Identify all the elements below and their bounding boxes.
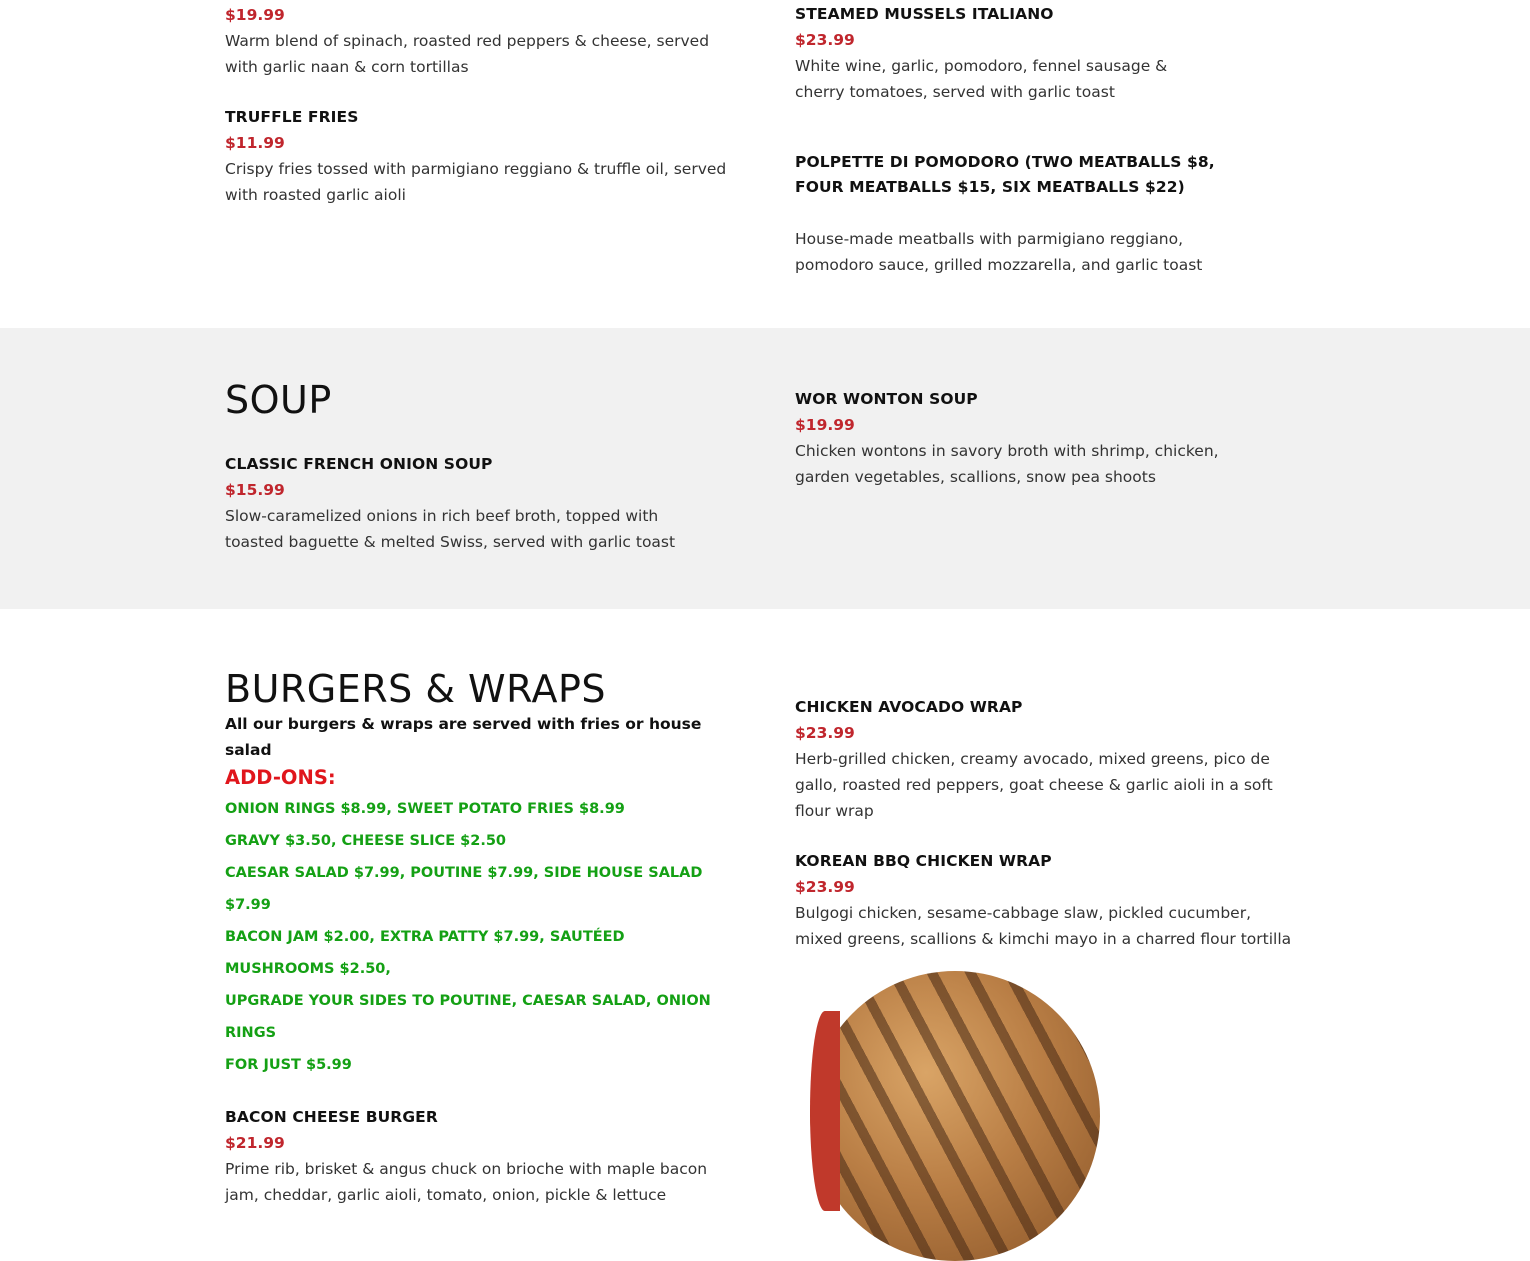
item-price: $11.99: [225, 134, 285, 152]
addon-line: UPGRADE YOUR SIDES TO POUTINE, CAESAR SALAD, ONION RINGS: [225, 993, 711, 1041]
item-price: $19.99: [795, 416, 855, 434]
item-price: $19.99: [225, 6, 285, 24]
addon-line: GRAVY $3.50, CHEESE SLICE $2.50: [225, 833, 507, 849]
addons-title: ADD-ONS:: [225, 766, 336, 789]
addon-line: BACON JAM $2.00, EXTRA PATTY $7.99, SAUTÉED MUSHROOMS $2.50,: [225, 929, 625, 977]
menu-item: [225, 105, 735, 208]
menu-item: [795, 387, 1295, 490]
menu-item: [795, 2, 1265, 105]
addon-line: CAESAR SALAD $7.99, POUTINE $7.99, SIDE HOUSE SALAD $7.99: [225, 865, 703, 913]
item-price: $23.99: [795, 878, 855, 896]
item-price: $21.99: [225, 1134, 285, 1152]
item-name: POLPETTE DI POMODORO (TWO MEATBALLS $8, FOUR MEATBALLS $15, SIX MEATBALLS $22): [795, 153, 1215, 196]
item-description: Crispy fries tossed with parmigiano reggiano & truffle oil, served with roasted garlic aioli: [225, 160, 727, 204]
appetizers-right-column: [795, 2, 1265, 278]
soup-left-column: [225, 378, 735, 555]
appetizers-left-column: [225, 2, 735, 208]
item-name: TRUFFLE FRIES: [225, 108, 359, 126]
menu-item: [225, 1105, 735, 1208]
item-description: Chicken wontons in savory broth with shrimp, chicken, garden vegetables, scallions, snow pea shoots: [795, 442, 1219, 486]
soup-section: [0, 328, 1530, 609]
item-description: Herb-grilled chicken, creamy avocado, mixed greens, pico de gallo, roasted red peppers, goat cheese & garlic aioli in a soft flour wrap: [795, 750, 1273, 820]
item-description: House-made meatballs with parmigiano reggiano, pomodoro sauce, grilled mozzarella, and garlic toast: [795, 230, 1203, 274]
item-description: Bulgogi chicken, sesame-cabbage slaw, pickled cucumber, mixed greens, scallions & kimchi mayo in a charred flour tortilla: [795, 904, 1292, 948]
section-title: BURGERS & WRAPS: [225, 667, 607, 711]
section-title: SOUP: [225, 378, 332, 422]
item-name: STEAMED MUSSELS ITALIANO: [795, 5, 1054, 23]
item-name: WOR WONTON SOUP: [795, 390, 978, 408]
appetizers-section: [0, 0, 1530, 328]
item-description: Prime rib, brisket & angus chuck on brioche with maple bacon jam, cheddar, garlic aioli, tomato, onion, pickle & lettuce: [225, 1160, 708, 1204]
burgers-left-column: [225, 667, 735, 1208]
item-description: White wine, garlic, pomodoro, fennel sausage & cherry tomatoes, served with garlic toast: [795, 57, 1168, 101]
wrap-photo-filling: [810, 1011, 840, 1211]
item-price: $23.99: [795, 31, 855, 49]
burgers-wraps-section: [0, 609, 1530, 1204]
menu-item: [795, 150, 1265, 278]
menu-item: [795, 695, 1295, 824]
menu-item: [225, 2, 735, 80]
menu-item: [225, 452, 735, 555]
addons-list: [225, 793, 735, 1081]
wrap-photo: [810, 971, 1100, 1261]
soup-right-column: [795, 387, 1295, 490]
item-name: KOREAN BBQ CHICKEN WRAP: [795, 852, 1052, 870]
item-description: Slow-caramelized onions in rich beef broth, topped with toasted baguette & melted Swiss, served with garlic toast: [225, 507, 676, 551]
burgers-right-column: [795, 695, 1295, 952]
addon-line: FOR JUST $5.99: [225, 1057, 352, 1073]
served-with-note: All our burgers & wraps are served with fries or house salad: [225, 715, 702, 759]
addon-line: ONION RINGS $8.99, SWEET POTATO FRIES $8.99: [225, 801, 625, 817]
item-name: CLASSIC FRENCH ONION SOUP: [225, 455, 493, 473]
item-name: BACON CHEESE BURGER: [225, 1108, 438, 1126]
item-description: Warm blend of spinach, roasted red peppers & cheese, served with garlic naan & corn tortillas: [225, 32, 710, 76]
item-price: $23.99: [795, 724, 855, 742]
item-name: CHICKEN AVOCADO WRAP: [795, 698, 1023, 716]
item-price: $15.99: [225, 481, 285, 499]
menu-item: [795, 849, 1295, 952]
